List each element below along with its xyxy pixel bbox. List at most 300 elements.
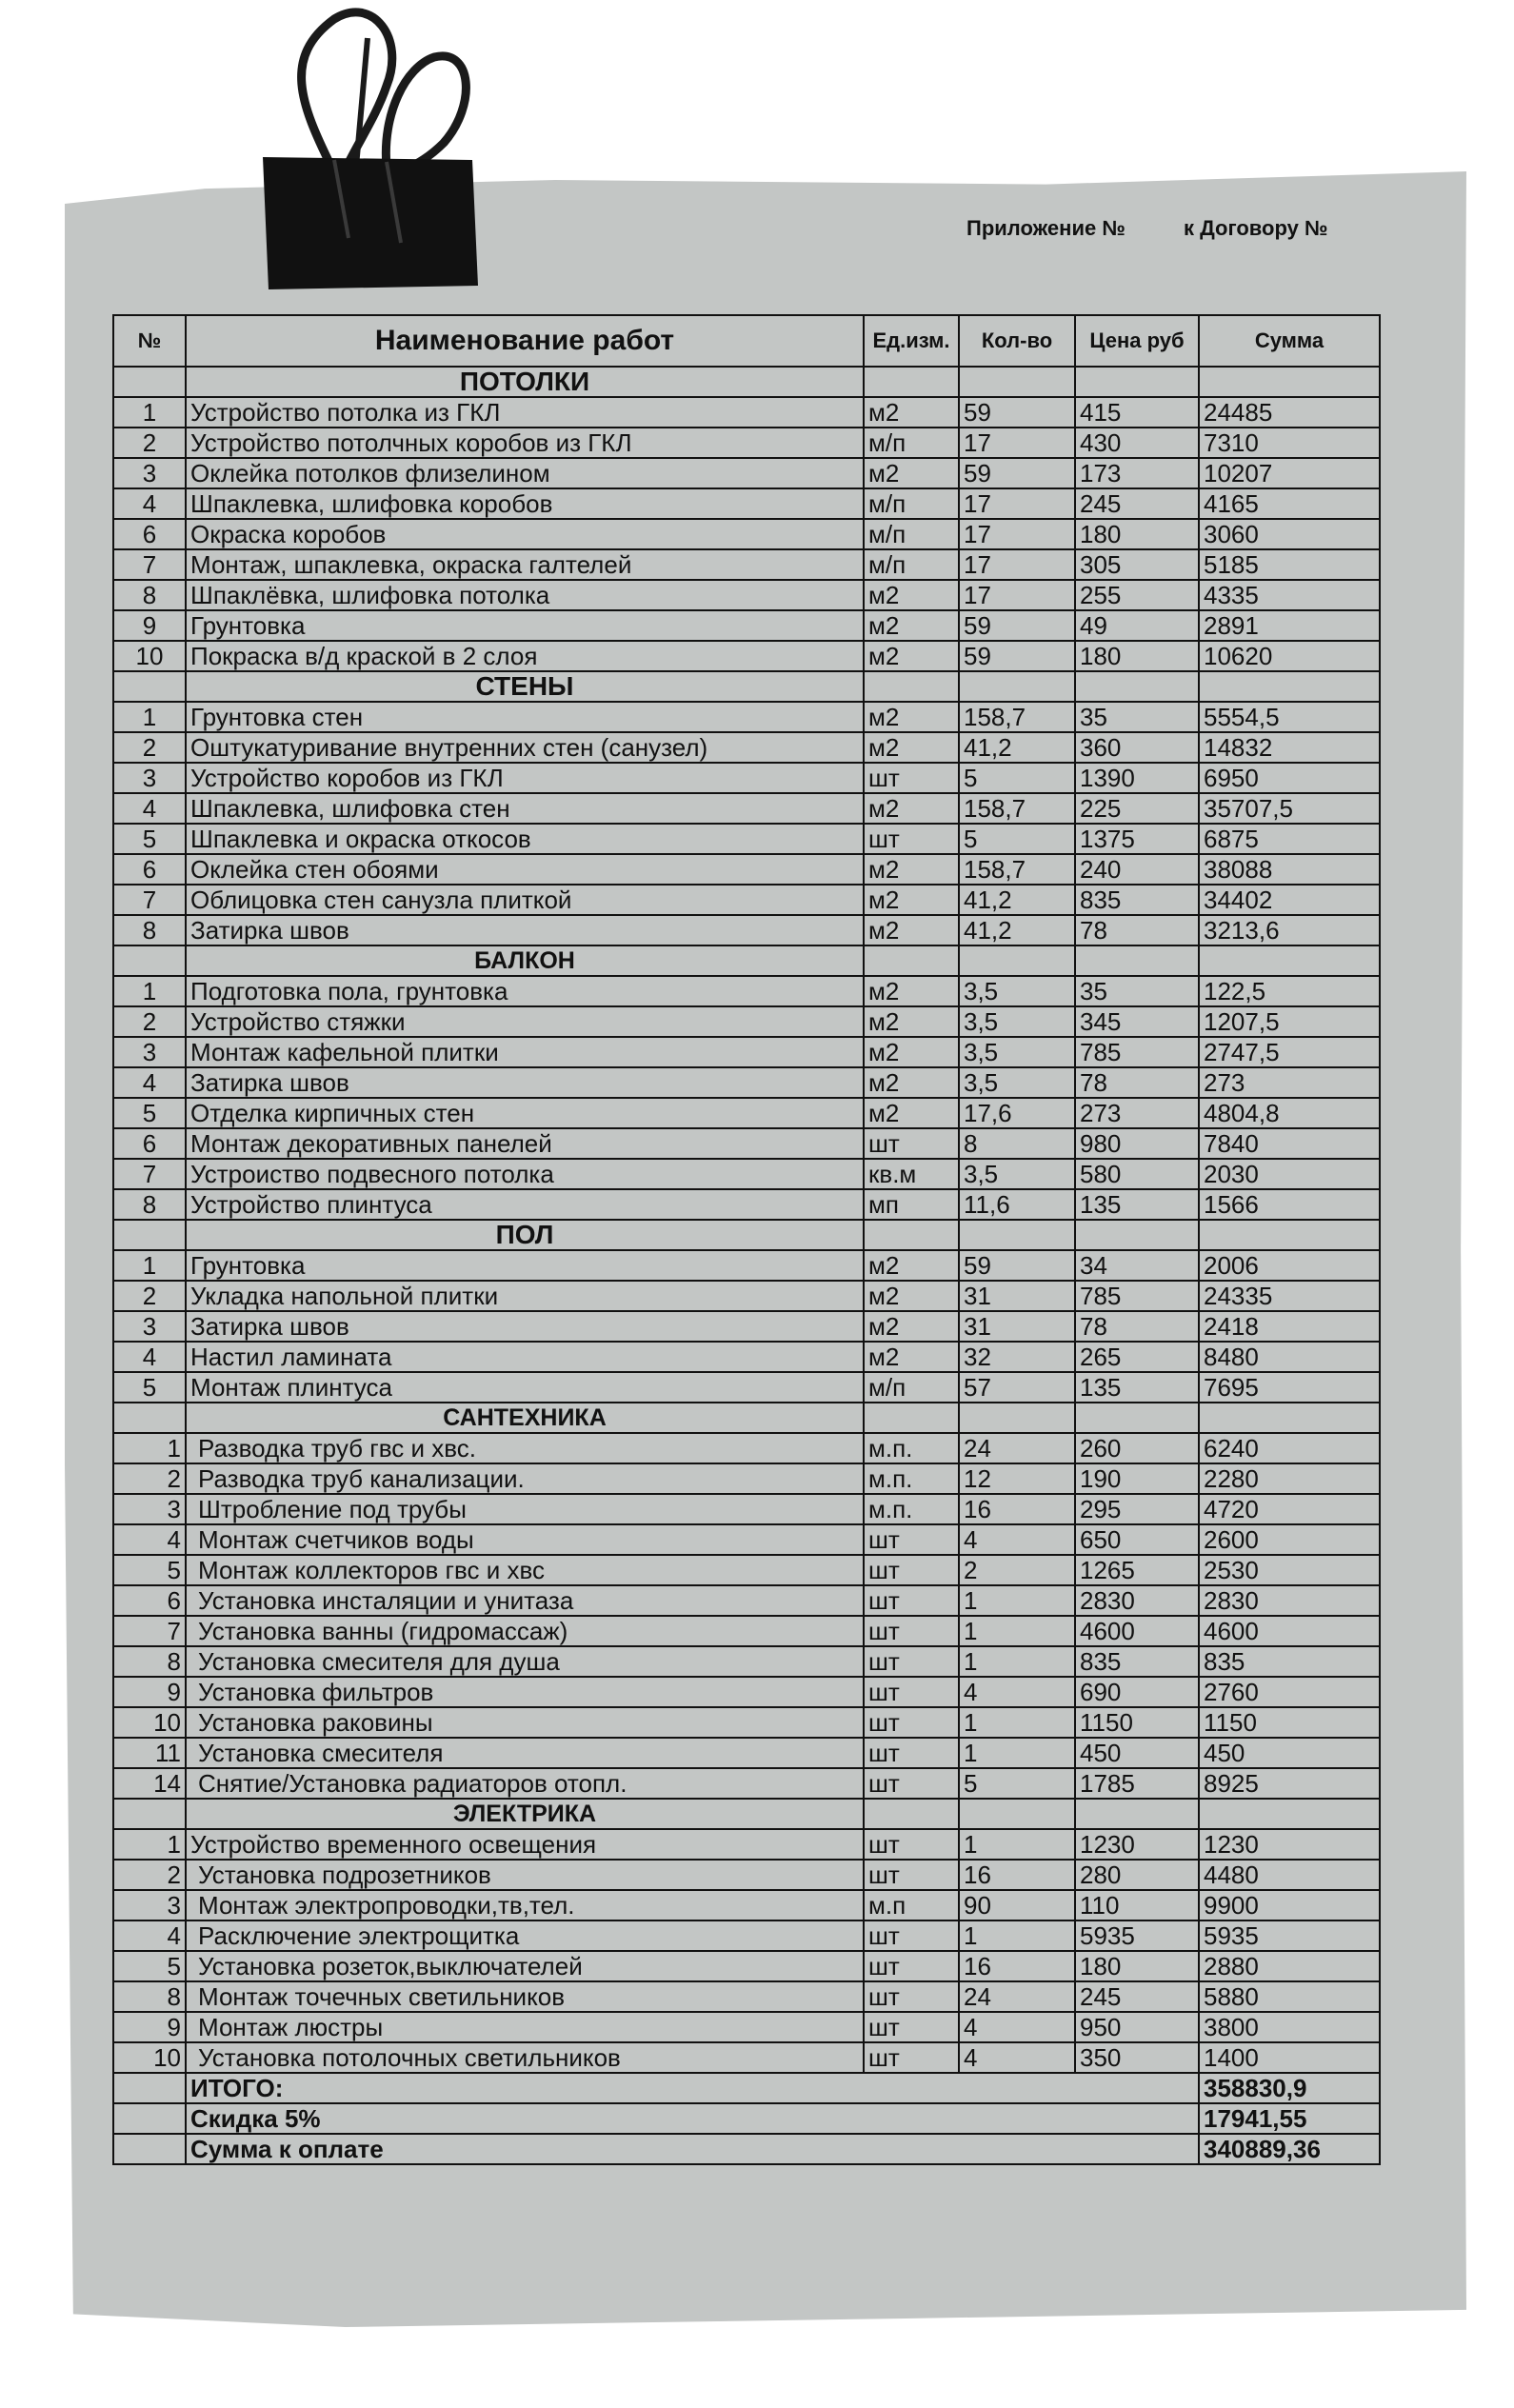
- table-row: [113, 1860, 1380, 1890]
- unit-cell: м2: [864, 732, 959, 763]
- sum-cell: 8925: [1199, 1768, 1380, 1799]
- empty-cell: [1199, 1799, 1380, 1829]
- sum-cell: 7310: [1199, 428, 1380, 458]
- qty-cell: 90: [959, 1890, 1075, 1920]
- total-row: [113, 2134, 1380, 2164]
- work-name: Покраска в/д краской в 2 слоя: [186, 641, 864, 671]
- row-number: 6: [113, 1128, 186, 1159]
- sum-cell: 9900: [1199, 1890, 1380, 1920]
- unit-cell: м2: [864, 1342, 959, 1372]
- table-row: [113, 1738, 1380, 1768]
- row-number: 8: [113, 1646, 186, 1677]
- sum-cell: 6875: [1199, 824, 1380, 854]
- unit-cell: шт: [864, 2042, 959, 2073]
- binder-clip-icon: [244, 0, 486, 295]
- unit-cell: м2: [864, 1037, 959, 1067]
- price-cell: 650: [1075, 1524, 1199, 1555]
- price-cell: 1375: [1075, 824, 1199, 854]
- price-cell: 5935: [1075, 1920, 1199, 1951]
- table-row: [113, 1006, 1380, 1037]
- unit-cell: шт: [864, 1738, 959, 1768]
- empty-cell: [1075, 945, 1199, 976]
- table-row: [113, 397, 1380, 428]
- sum-cell: 4600: [1199, 1616, 1380, 1646]
- sum-cell: 273: [1199, 1067, 1380, 1098]
- work-name: Установка инсталяции и унитаза: [186, 1585, 864, 1616]
- sum-cell: 34402: [1199, 885, 1380, 915]
- qty-cell: 17: [959, 519, 1075, 549]
- price-cell: 135: [1075, 1372, 1199, 1403]
- price-cell: 835: [1075, 885, 1199, 915]
- sum-cell: 3213,6: [1199, 915, 1380, 945]
- work-name: Установка смесителя: [186, 1738, 864, 1768]
- row-number: 8: [113, 915, 186, 945]
- unit-cell: м2: [864, 1098, 959, 1128]
- table-row: [113, 549, 1380, 580]
- price-cell: 305: [1075, 549, 1199, 580]
- section-header-row: [113, 1799, 1380, 1829]
- section-num-cell: [113, 671, 186, 702]
- row-number: 4: [113, 488, 186, 519]
- qty-cell: 41,2: [959, 732, 1075, 763]
- col-unit-header: Ед.изм.: [864, 315, 959, 367]
- qty-cell: 5: [959, 763, 1075, 793]
- work-name: Разводка труб канализации.: [186, 1463, 864, 1494]
- sum-cell: 5554,5: [1199, 702, 1380, 732]
- empty-cell: [864, 945, 959, 976]
- unit-cell: шт: [864, 1707, 959, 1738]
- sum-cell: 6240: [1199, 1433, 1380, 1463]
- work-name: Установка потолочных светильников: [186, 2042, 864, 2073]
- total-label: ИТОГО:: [186, 2073, 1199, 2103]
- price-cell: 1150: [1075, 1707, 1199, 1738]
- sum-cell: 1566: [1199, 1189, 1380, 1220]
- sum-cell: 10620: [1199, 641, 1380, 671]
- row-number: 2: [113, 1006, 186, 1037]
- work-name: Шпаклевка и окраска откосов: [186, 824, 864, 854]
- unit-cell: шт: [864, 1524, 959, 1555]
- sum-cell: 38088: [1199, 854, 1380, 885]
- price-cell: 785: [1075, 1037, 1199, 1067]
- sum-cell: 24485: [1199, 397, 1380, 428]
- qty-cell: 17: [959, 549, 1075, 580]
- unit-cell: кв.м: [864, 1159, 959, 1189]
- sum-cell: 2530: [1199, 1555, 1380, 1585]
- qty-cell: 16: [959, 1494, 1075, 1524]
- price-cell: 78: [1075, 915, 1199, 945]
- qty-cell: 4: [959, 2012, 1075, 2042]
- row-number: 2: [113, 1860, 186, 1890]
- empty-cell: [864, 367, 959, 397]
- work-name: Монтаж точечных светильников: [186, 1981, 864, 2012]
- sum-cell: 35707,5: [1199, 793, 1380, 824]
- unit-cell: м/п: [864, 428, 959, 458]
- unit-cell: м2: [864, 1250, 959, 1281]
- qty-cell: 59: [959, 397, 1075, 428]
- table-row: [113, 1768, 1380, 1799]
- price-cell: 2830: [1075, 1585, 1199, 1616]
- work-name: Устройство плинтуса: [186, 1189, 864, 1220]
- row-number: 10: [113, 641, 186, 671]
- qty-cell: 57: [959, 1372, 1075, 1403]
- section-title: ПОЛ: [186, 1220, 864, 1250]
- row-number: 7: [113, 1159, 186, 1189]
- row-number: 14: [113, 1768, 186, 1799]
- empty-cell: [113, 2073, 186, 2103]
- table-row: [113, 2042, 1380, 2073]
- empty-cell: [1199, 1220, 1380, 1250]
- row-number: 3: [113, 1890, 186, 1920]
- qty-cell: 41,2: [959, 915, 1075, 945]
- unit-cell: м2: [864, 854, 959, 885]
- table-row: [113, 1707, 1380, 1738]
- price-cell: 135: [1075, 1189, 1199, 1220]
- qty-cell: 4: [959, 2042, 1075, 2073]
- qty-cell: 24: [959, 1433, 1075, 1463]
- price-cell: 430: [1075, 428, 1199, 458]
- work-name: Установка смесителя для душа: [186, 1646, 864, 1677]
- work-name: Монтаж счетчиков воды: [186, 1524, 864, 1555]
- empty-cell: [959, 1799, 1075, 1829]
- table-row: [113, 1829, 1380, 1860]
- empty-cell: [113, 2134, 186, 2164]
- table-row: [113, 580, 1380, 610]
- price-cell: 345: [1075, 1006, 1199, 1037]
- section-num-cell: [113, 945, 186, 976]
- col-num-header: №: [113, 315, 186, 367]
- table-row: [113, 1098, 1380, 1128]
- table-row: [113, 915, 1380, 945]
- qty-cell: 1: [959, 1707, 1075, 1738]
- row-number: 2: [113, 1463, 186, 1494]
- work-name: Грунтовка стен: [186, 702, 864, 732]
- section-num-cell: [113, 1403, 186, 1433]
- sum-cell: 2891: [1199, 610, 1380, 641]
- sum-cell: 2030: [1199, 1159, 1380, 1189]
- row-number: 5: [113, 1951, 186, 1981]
- price-cell: 35: [1075, 702, 1199, 732]
- unit-cell: м2: [864, 702, 959, 732]
- unit-cell: м2: [864, 885, 959, 915]
- unit-cell: м2: [864, 641, 959, 671]
- qty-cell: 24: [959, 1981, 1075, 2012]
- price-cell: 173: [1075, 458, 1199, 488]
- work-name: Устроиство подвесного потолка: [186, 1159, 864, 1189]
- unit-cell: шт: [864, 2012, 959, 2042]
- price-cell: 1390: [1075, 763, 1199, 793]
- qty-cell: 158,7: [959, 702, 1075, 732]
- work-name: Устройство стяжки: [186, 1006, 864, 1037]
- table-row: [113, 1555, 1380, 1585]
- table-row: [113, 1494, 1380, 1524]
- price-cell: 35: [1075, 976, 1199, 1006]
- section-title: БАЛКОН: [186, 945, 864, 976]
- table-row: [113, 1951, 1380, 1981]
- empty-cell: [1075, 1220, 1199, 1250]
- qty-cell: 4: [959, 1677, 1075, 1707]
- empty-cell: [959, 945, 1075, 976]
- unit-cell: шт: [864, 1829, 959, 1860]
- work-name: Монтаж плинтуса: [186, 1372, 864, 1403]
- unit-cell: мп: [864, 1189, 959, 1220]
- qty-cell: 2: [959, 1555, 1075, 1585]
- work-name: Подготовка пола, грунтовка: [186, 976, 864, 1006]
- price-cell: 835: [1075, 1646, 1199, 1677]
- price-cell: 450: [1075, 1738, 1199, 1768]
- section-num-cell: [113, 367, 186, 397]
- empty-cell: [959, 367, 1075, 397]
- work-name: Оштукатуривание внутренних стен (санузел): [186, 732, 864, 763]
- table-row: [113, 519, 1380, 549]
- sum-cell: 2280: [1199, 1463, 1380, 1494]
- price-cell: 180: [1075, 1951, 1199, 1981]
- sum-cell: 2418: [1199, 1311, 1380, 1342]
- empty-cell: [959, 1403, 1075, 1433]
- work-name: Настил ламината: [186, 1342, 864, 1372]
- empty-cell: [1075, 1403, 1199, 1433]
- row-number: 5: [113, 1555, 186, 1585]
- empty-cell: [864, 1799, 959, 1829]
- work-name: Затирка швов: [186, 915, 864, 945]
- row-number: 1: [113, 1433, 186, 1463]
- unit-cell: м.п.: [864, 1463, 959, 1494]
- table-row: [113, 641, 1380, 671]
- sum-cell: 4804,8: [1199, 1098, 1380, 1128]
- empty-cell: [864, 671, 959, 702]
- total-value: 17941,55: [1199, 2103, 1380, 2134]
- qty-cell: 1: [959, 1920, 1075, 1951]
- document-header: [966, 216, 1327, 241]
- sum-cell: 24335: [1199, 1281, 1380, 1311]
- table-row: [113, 2012, 1380, 2042]
- sum-cell: 3060: [1199, 519, 1380, 549]
- table-row: [113, 793, 1380, 824]
- table-row: [113, 1372, 1380, 1403]
- qty-cell: 31: [959, 1281, 1075, 1311]
- sum-cell: 1230: [1199, 1829, 1380, 1860]
- table-row: [113, 1616, 1380, 1646]
- price-cell: 180: [1075, 519, 1199, 549]
- empty-cell: [959, 671, 1075, 702]
- table-row: [113, 1920, 1380, 1951]
- works-table: [112, 314, 1381, 2165]
- work-name: Затирка швов: [186, 1311, 864, 1342]
- price-cell: 110: [1075, 1890, 1199, 1920]
- section-header-row: [113, 671, 1380, 702]
- unit-cell: шт: [864, 1616, 959, 1646]
- row-number: 1: [113, 1829, 186, 1860]
- price-cell: 180: [1075, 641, 1199, 671]
- row-number: 7: [113, 549, 186, 580]
- section-title: ЭЛЕКТРИКА: [186, 1799, 864, 1829]
- row-number: 2: [113, 1281, 186, 1311]
- price-cell: 255: [1075, 580, 1199, 610]
- sum-cell: 1207,5: [1199, 1006, 1380, 1037]
- work-name: Шпаклевка, шлифовка стен: [186, 793, 864, 824]
- price-cell: 190: [1075, 1463, 1199, 1494]
- table-row: [113, 732, 1380, 763]
- work-name: Расключение электрощитка: [186, 1920, 864, 1951]
- row-number: 9: [113, 2012, 186, 2042]
- price-cell: 280: [1075, 1860, 1199, 1890]
- row-number: 6: [113, 854, 186, 885]
- sum-cell: 14832: [1199, 732, 1380, 763]
- qty-cell: 4: [959, 1524, 1075, 1555]
- unit-cell: м/п: [864, 1372, 959, 1403]
- qty-cell: 59: [959, 641, 1075, 671]
- work-name: Монтаж коллекторов гвс и хвс: [186, 1555, 864, 1585]
- work-name: Оклейка стен обоями: [186, 854, 864, 885]
- sum-cell: 3800: [1199, 2012, 1380, 2042]
- unit-cell: м2: [864, 458, 959, 488]
- work-name: Установка ванны (гидромассаж): [186, 1616, 864, 1646]
- unit-cell: шт: [864, 763, 959, 793]
- price-cell: 265: [1075, 1342, 1199, 1372]
- work-name: Монтаж кафельной плитки: [186, 1037, 864, 1067]
- table-row: [113, 824, 1380, 854]
- qty-cell: 8: [959, 1128, 1075, 1159]
- qty-cell: 1: [959, 1738, 1075, 1768]
- unit-cell: м.п.: [864, 1433, 959, 1463]
- price-cell: 785: [1075, 1281, 1199, 1311]
- price-cell: 950: [1075, 2012, 1199, 2042]
- row-number: 8: [113, 580, 186, 610]
- table-header-row: [113, 315, 1380, 367]
- work-name: Грунтовка: [186, 1250, 864, 1281]
- sum-cell: 4720: [1199, 1494, 1380, 1524]
- empty-cell: [864, 1403, 959, 1433]
- work-name: Разводка труб гвс и хвс.: [186, 1433, 864, 1463]
- qty-cell: 41,2: [959, 885, 1075, 915]
- unit-cell: м2: [864, 1006, 959, 1037]
- price-cell: 273: [1075, 1098, 1199, 1128]
- work-name: Устройство потолчных коробов из ГКЛ: [186, 428, 864, 458]
- row-number: 4: [113, 1920, 186, 1951]
- empty-cell: [864, 1220, 959, 1250]
- price-cell: 225: [1075, 793, 1199, 824]
- empty-cell: [1075, 367, 1199, 397]
- qty-cell: 17,6: [959, 1098, 1075, 1128]
- table-row: [113, 1037, 1380, 1067]
- section-num-cell: [113, 1220, 186, 1250]
- price-cell: 1265: [1075, 1555, 1199, 1585]
- row-number: 5: [113, 824, 186, 854]
- table-row: [113, 1250, 1380, 1281]
- unit-cell: м2: [864, 580, 959, 610]
- total-value: 358830,9: [1199, 2073, 1380, 2103]
- qty-cell: 1: [959, 1646, 1075, 1677]
- price-cell: 49: [1075, 610, 1199, 641]
- col-sum-header: Сумма: [1199, 315, 1380, 367]
- work-name: Отделка кирпичных стен: [186, 1098, 864, 1128]
- table-row: [113, 854, 1380, 885]
- section-header-row: [113, 1403, 1380, 1433]
- table-row: [113, 1311, 1380, 1342]
- row-number: 8: [113, 1189, 186, 1220]
- row-number: 6: [113, 1585, 186, 1616]
- work-name: Монтаж, шпаклевка, окраска галтелей: [186, 549, 864, 580]
- price-cell: 295: [1075, 1494, 1199, 1524]
- unit-cell: шт: [864, 1768, 959, 1799]
- row-number: 4: [113, 1067, 186, 1098]
- sum-cell: 2600: [1199, 1524, 1380, 1555]
- unit-cell: м2: [864, 1067, 959, 1098]
- table-row: [113, 1463, 1380, 1494]
- col-price-header: Цена руб: [1075, 315, 1199, 367]
- row-number: 7: [113, 1616, 186, 1646]
- table-row: [113, 1524, 1380, 1555]
- qty-cell: 5: [959, 1768, 1075, 1799]
- work-name: Установка розеток,выключателей: [186, 1951, 864, 1981]
- table-row: [113, 1890, 1380, 1920]
- qty-cell: 3,5: [959, 1067, 1075, 1098]
- sum-cell: 122,5: [1199, 976, 1380, 1006]
- row-number: 3: [113, 1311, 186, 1342]
- price-cell: 245: [1075, 1981, 1199, 2012]
- table-row: [113, 1677, 1380, 1707]
- row-number: 3: [113, 1037, 186, 1067]
- unit-cell: шт: [864, 824, 959, 854]
- sum-cell: 5935: [1199, 1920, 1380, 1951]
- qty-cell: 1: [959, 1829, 1075, 1860]
- qty-cell: 17: [959, 428, 1075, 458]
- table-row: [113, 1342, 1380, 1372]
- work-name: Установка раковины: [186, 1707, 864, 1738]
- row-number: 10: [113, 1707, 186, 1738]
- qty-cell: 31: [959, 1311, 1075, 1342]
- total-label: Сумма к оплате: [186, 2134, 1199, 2164]
- row-number: 3: [113, 1494, 186, 1524]
- unit-cell: шт: [864, 1555, 959, 1585]
- qty-cell: 1: [959, 1585, 1075, 1616]
- works-table-body: [113, 367, 1380, 2164]
- work-name: Монтаж электропроводки,тв,тел.: [186, 1890, 864, 1920]
- qty-cell: 59: [959, 610, 1075, 641]
- row-number: 3: [113, 763, 186, 793]
- row-number: 4: [113, 1342, 186, 1372]
- empty-cell: [1199, 671, 1380, 702]
- section-header-row: [113, 367, 1380, 397]
- price-cell: 4600: [1075, 1616, 1199, 1646]
- appendix-label: Приложение №: [966, 216, 1126, 240]
- price-cell: 78: [1075, 1311, 1199, 1342]
- row-number: 8: [113, 1981, 186, 2012]
- sum-cell: 450: [1199, 1738, 1380, 1768]
- work-name: Устройство временного освещения: [186, 1829, 864, 1860]
- table-row: [113, 1128, 1380, 1159]
- work-name: Шпаклевка, шлифовка коробов: [186, 488, 864, 519]
- sum-cell: 2830: [1199, 1585, 1380, 1616]
- row-number: 4: [113, 793, 186, 824]
- work-name: Снятие/Установка радиаторов отопл.: [186, 1768, 864, 1799]
- unit-cell: шт: [864, 1981, 959, 2012]
- price-cell: 240: [1075, 854, 1199, 885]
- work-name: Укладка напольной плитки: [186, 1281, 864, 1311]
- unit-cell: шт: [864, 1860, 959, 1890]
- empty-cell: [113, 2103, 186, 2134]
- sum-cell: 7840: [1199, 1128, 1380, 1159]
- unit-cell: шт: [864, 1920, 959, 1951]
- qty-cell: 32: [959, 1342, 1075, 1372]
- row-number: 5: [113, 1372, 186, 1403]
- table-row: [113, 1189, 1380, 1220]
- unit-cell: м2: [864, 976, 959, 1006]
- price-cell: 1785: [1075, 1768, 1199, 1799]
- table-row: [113, 763, 1380, 793]
- row-number: 5: [113, 1098, 186, 1128]
- section-title: СТЕНЫ: [186, 671, 864, 702]
- sum-cell: 4480: [1199, 1860, 1380, 1890]
